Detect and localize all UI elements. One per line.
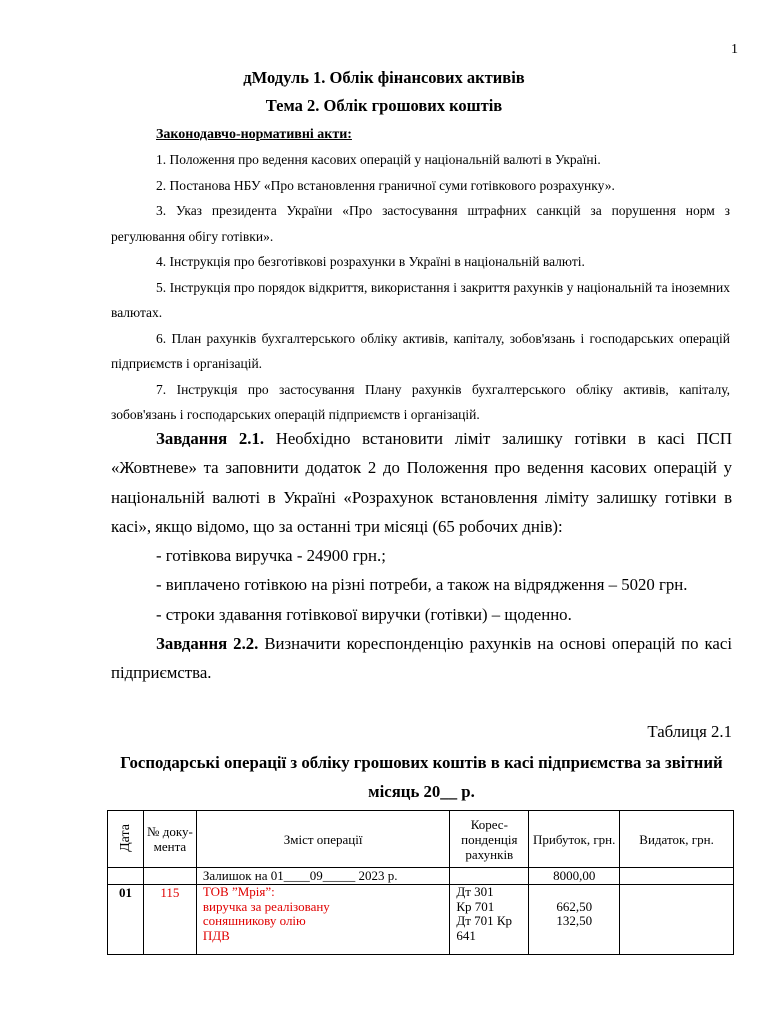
- act-item: 7. Інструкція про застосування Плану рахунків бухгалтерського обліку активів, капіталу, зобов'язань і господарських операцій підприємств і організацій.: [111, 381, 730, 422]
- act-item: 3. Указ президента України «Про застосування штрафних санкцій за порушення норм з регулювання обігу готівки».: [111, 203, 730, 244]
- header-income: Прибуток, грн.: [529, 811, 620, 868]
- task-bullet: - виплачено готівкою на різні потреби, а також на відрядження – 5020 грн.: [156, 575, 688, 595]
- task-2-2: [111, 629, 732, 688]
- opening-balance-label: Залишок на 01____09_____ 2023 р.: [196, 868, 449, 885]
- act-item: 2. Постанова НБУ «Про встановлення граничної суми готівкового розрахунку».: [156, 177, 615, 193]
- header-doc-no: № доку-мента: [143, 811, 196, 868]
- opening-balance-income: 8000,00: [529, 868, 620, 885]
- header-date: Дата: [108, 811, 144, 868]
- row-doc-no: 115: [143, 885, 196, 955]
- acts-list: [111, 147, 730, 428]
- task-2-2-label: Завдання 2.2.: [156, 634, 259, 654]
- task-2-1-label: Завдання 2.1.: [156, 429, 265, 448]
- operations-table: [107, 810, 734, 955]
- row-date: 01: [108, 885, 144, 955]
- row-income: 662,50 132,50: [529, 885, 620, 955]
- row-content: ТОВ ”Мрія”: виручка за реалізовану соняшникову олію ПДВ: [196, 885, 449, 955]
- acts-heading: Законодавчо-нормативні акти:: [156, 127, 352, 142]
- table-header-row: [108, 811, 734, 868]
- header-expense: Видаток, грн.: [620, 811, 734, 868]
- task-2-2-text: Визначити кореспонденцію рахунків на основі операцій по касі підприємства.: [111, 634, 732, 683]
- header-correspondence: Корес-понденція рахунків: [450, 811, 529, 868]
- topic-title: Тема 2. Облік грошових коштів: [265, 96, 503, 115]
- table-title: Господарські операції з обліку грошових коштів в касі підприємства за звітний місяць 20__ р.: [120, 753, 723, 801]
- task-2-1-text: Необхідно встановити ліміт залишку готівки в касі ПСП «Жовтневе» та заповнити додаток 2 до Положення про ведення касових операцій у національній валюті в Україні «Розрахунок встановлення ліміту залишку готівки в касі», якщо відомо, що за останні три місяці (65 робочих днів):: [111, 429, 732, 536]
- page-number: 1: [731, 42, 738, 57]
- row-correspondence: Дт 301 Кр 701 Дт 701 Кр 641: [450, 885, 529, 955]
- header-content: Зміст операції: [196, 811, 449, 868]
- opening-balance-row: [108, 868, 734, 885]
- task-bullet: - готівкова виручка - 24900 грн.;: [156, 546, 386, 566]
- act-item: 4. Інструкція про безготівкові розрахунки в Україні в національній валюті.: [156, 254, 585, 269]
- tasks-section: [111, 424, 732, 688]
- act-item: 5. Інструкція про порядок відкриття, використання і закриття рахунків у національній та іноземних валютах.: [111, 279, 730, 320]
- task-bullet: - строки здавання готівкової виручки (готівки) – щоденно.: [156, 604, 572, 624]
- act-item: 1. Положення про ведення касових операцій у національній валюті в Україні.: [156, 152, 601, 167]
- table-label: Таблиця 2.1: [647, 722, 732, 741]
- row-expense: [620, 885, 734, 955]
- table-row: [108, 885, 734, 955]
- task-2-1: [111, 424, 732, 541]
- act-item: 6. План рахунків бухгалтерського обліку активів, капіталу, зобов'язань і господарських операцій підприємств і організацій.: [111, 330, 730, 371]
- module-title: дМодуль 1. Облік фінансових активів: [243, 68, 525, 87]
